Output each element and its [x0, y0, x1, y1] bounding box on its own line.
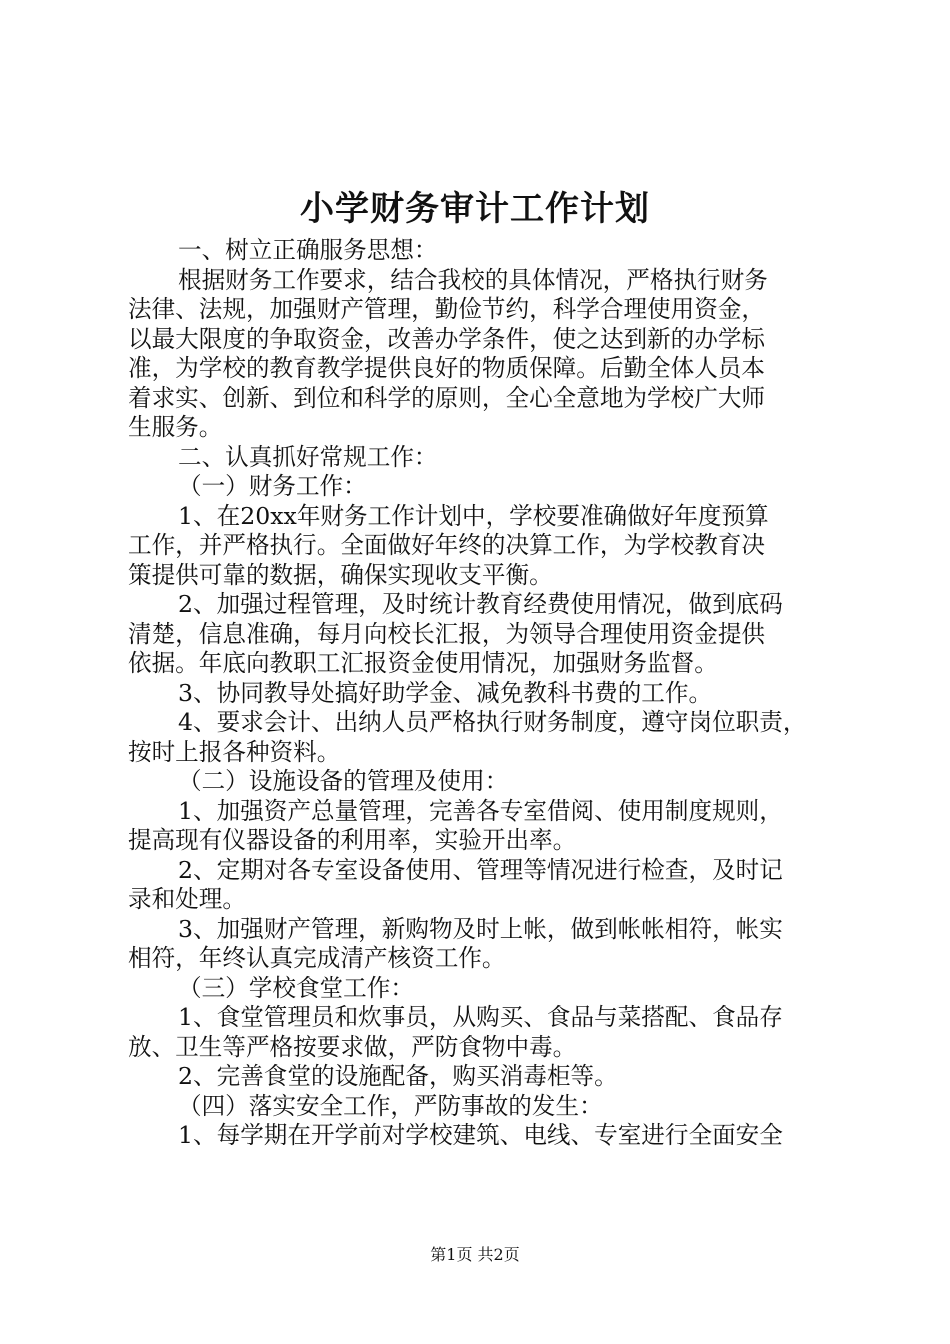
paragraph-line: 提高现有仪器设备的利用率，实验开出率。 — [128, 826, 577, 854]
paragraph-line: 录和处理。 — [128, 885, 246, 913]
paragraph-line: 1、在20xx年财务工作计划中，学校要准确做好年度预算 — [178, 501, 769, 530]
subsection-heading: （四）落实安全工作，严防事故的发生： — [178, 1091, 603, 1120]
paragraph-line: 法律、法规，加强财产管理，勤俭节约，科学合理使用资金， — [128, 295, 766, 323]
paragraph-line: 2、定期对各专室设备使用、管理等情况进行检查，及时记 — [178, 855, 783, 884]
paragraph-line: 1、每学期在开学前对学校建筑、电线、专室进行全面安全 — [178, 1121, 783, 1149]
paragraph-line: 3、加强财产管理，新购物及时上帐，做到帐帐相符，帐实 — [178, 914, 783, 943]
document-title: 小学财务审计工作计划 — [300, 189, 650, 229]
paragraph-line: 工作，并严格执行。全面做好年终的决算工作，为学校教育决 — [128, 531, 766, 559]
paragraph-line: 1、加强资产总量管理，完善各专室借阅、使用制度规则， — [178, 796, 783, 825]
paragraph-line: 1、食堂管理员和炊事员，从购买、食品与菜搭配、食品存 — [178, 1003, 783, 1031]
paragraph-line: 2、完善食堂的设施配备，购买消毒柜等。 — [178, 1062, 618, 1090]
paragraph-line: 4、要求会计、出纳人员严格执行财务制度，遵守岗位职责， — [178, 708, 807, 736]
page-footer: 第1页 共2页 — [430, 1245, 520, 1264]
paragraph-line: 放、卫生等严格按要求做，严防食物中毒。 — [128, 1032, 577, 1061]
paragraph-line: 生服务。 — [128, 413, 223, 441]
paragraph-line: 3、协同教导处搞好助学金、减免教科书费的工作。 — [178, 678, 713, 707]
paragraph-line: 根据财务工作要求，结合我校的具体情况，严格执行财务 — [178, 265, 768, 294]
paragraph-line: 着求实、创新、到位和科学的原则，全心全意地为学校广大师 — [128, 383, 766, 412]
paragraph-line: 相符，年终认真完成清产核资工作。 — [128, 944, 506, 972]
section-heading: 二、认真抓好常规工作： — [178, 442, 438, 471]
paragraph-line: 清楚，信息准确，每月向校长汇报，为领导合理使用资金提供 — [128, 619, 766, 648]
paragraph-line: 2、加强过程管理，及时统计教育经费使用情况，做到底码 — [178, 590, 783, 618]
paragraph-line: 准，为学校的教育教学提供良好的物质保障。后勤全体人员本 — [128, 354, 766, 382]
subsection-heading: （二）设施设备的管理及使用： — [178, 767, 509, 795]
paragraph-line: 依据。年底向教职工汇报资金使用情况，加强财务监督。 — [128, 649, 718, 677]
subsection-heading: （一）财务工作： — [178, 472, 367, 500]
section-heading: 一、树立正确服务思想： — [178, 236, 438, 264]
paragraph-line: 策提供可靠的数据，确保实现收支平衡。 — [128, 560, 553, 589]
document-body — [128, 236, 838, 1151]
paragraph-line: 按时上报各种资料。 — [128, 737, 341, 766]
paragraph-line: 以最大限度的争取资金，改善办学条件，使之达到新的办学标 — [128, 324, 766, 353]
subsection-heading: （三）学校食堂工作： — [178, 973, 414, 1002]
